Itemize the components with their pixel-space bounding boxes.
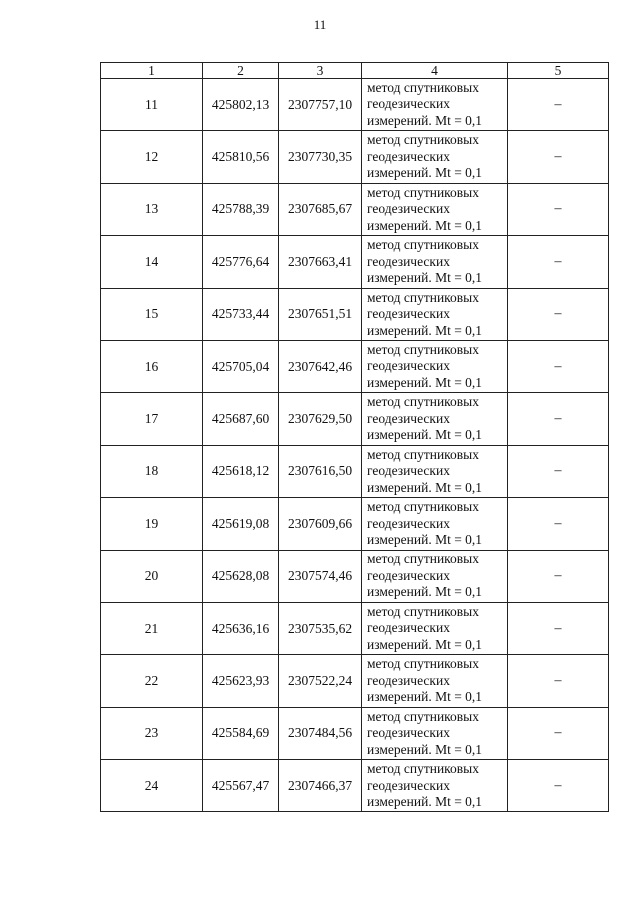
coordinate-y: 2307616,50: [279, 445, 362, 497]
point-number: 17: [101, 393, 203, 445]
point-number: 18: [101, 445, 203, 497]
method-line: метод спутниковых: [367, 237, 479, 253]
method-line: измерений. Mt = 0,1: [367, 794, 483, 810]
note-cell: –: [508, 445, 609, 497]
table-row: [101, 760, 609, 812]
coordinate-y: 2307685,67: [279, 183, 362, 235]
method-line: метод спутниковых: [367, 446, 479, 462]
coordinate-x: 425567,47: [203, 760, 279, 812]
note-cell: –: [508, 340, 609, 392]
method-line: измерений. Mt = 0,1: [367, 374, 483, 390]
method-line: геодезических: [367, 672, 450, 688]
table-row: [101, 340, 609, 392]
coordinate-x: 425776,64: [203, 236, 279, 288]
note-cell: –: [508, 393, 609, 445]
method-line: геодезических: [367, 567, 450, 583]
point-number: 23: [101, 707, 203, 759]
method-line: измерений. Mt = 0,1: [367, 322, 483, 338]
column-header-5: 5: [508, 63, 609, 79]
measurement-method: [362, 236, 508, 288]
point-number: 13: [101, 183, 203, 235]
method-line: измерений. Mt = 0,1: [367, 217, 483, 233]
column-header-1: 1: [101, 63, 203, 79]
measurement-method: [362, 183, 508, 235]
point-number: 19: [101, 498, 203, 550]
coordinate-y: 2307609,66: [279, 498, 362, 550]
method-line: метод спутниковых: [367, 79, 479, 95]
measurement-method: [362, 655, 508, 707]
table-row: [101, 550, 609, 602]
measurement-method: [362, 79, 508, 131]
table-row: [101, 498, 609, 550]
method-line: измерений. Mt = 0,1: [367, 636, 483, 652]
point-number: 14: [101, 236, 203, 288]
table-row: [101, 393, 609, 445]
method-line: геодезических: [367, 725, 450, 741]
method-line: измерений. Mt = 0,1: [367, 479, 483, 495]
method-line: метод спутниковых: [367, 761, 479, 777]
coordinate-x: 425802,13: [203, 79, 279, 131]
column-header-4: 4: [362, 63, 508, 79]
method-line: метод спутниковых: [367, 184, 479, 200]
measurement-method: [362, 131, 508, 183]
measurement-method: [362, 760, 508, 812]
measurement-method: [362, 707, 508, 759]
point-number: 15: [101, 288, 203, 340]
method-line: геодезических: [367, 306, 450, 321]
table-row: [101, 288, 609, 340]
method-line: измерений. Mt = 0,1: [367, 427, 483, 443]
method-line: геодезических: [367, 201, 450, 217]
measurement-method: [362, 340, 508, 392]
coordinate-x: 425733,44: [203, 288, 279, 340]
measurement-method: [362, 498, 508, 550]
table-row: [101, 131, 609, 183]
coordinate-y: 2307466,37: [279, 760, 362, 812]
table-body: [101, 79, 609, 812]
measurement-method: [362, 288, 508, 340]
point-number: 22: [101, 655, 203, 707]
point-number: 16: [101, 340, 203, 392]
column-header-3: 3: [279, 63, 362, 79]
method-line: метод спутниковых: [367, 551, 479, 567]
note-cell: –: [508, 707, 609, 759]
column-header-2: 2: [203, 63, 279, 79]
page-number: 11: [313, 17, 327, 32]
method-line: метод спутниковых: [367, 289, 479, 305]
method-line: геодезических: [367, 463, 450, 479]
method-line: измерений. Mt = 0,1: [367, 112, 483, 128]
coordinate-y: 2307757,10: [279, 79, 362, 131]
table-row: [101, 183, 609, 235]
method-line: метод спутниковых: [367, 341, 479, 357]
coordinate-x: 425788,39: [203, 183, 279, 235]
coordinate-y: 2307651,51: [279, 288, 362, 340]
coordinate-x: 425623,93: [203, 655, 279, 707]
note-cell: –: [508, 131, 609, 183]
note-cell: –: [508, 550, 609, 602]
point-number: 11: [101, 79, 203, 131]
coordinate-x: 425705,04: [203, 340, 279, 392]
method-line: геодезических: [367, 358, 450, 374]
measurement-method: [362, 445, 508, 497]
note-cell: –: [508, 288, 609, 340]
coordinate-y: 2307730,35: [279, 131, 362, 183]
method-line: метод спутниковых: [367, 708, 479, 724]
coordinate-x: 425584,69: [203, 707, 279, 759]
method-line: метод спутниковых: [367, 499, 479, 515]
method-line: измерений. Mt = 0,1: [367, 165, 483, 181]
method-line: геодезических: [367, 96, 450, 112]
coordinates-table: [100, 62, 609, 812]
method-line: измерений. Mt = 0,1: [367, 270, 483, 286]
note-cell: –: [508, 79, 609, 131]
note-cell: –: [508, 602, 609, 654]
coordinate-x: 425810,56: [203, 131, 279, 183]
table-row: [101, 236, 609, 288]
coordinate-y: 2307663,41: [279, 236, 362, 288]
note-cell: –: [508, 236, 609, 288]
coordinate-y: 2307484,56: [279, 707, 362, 759]
method-line: метод спутниковых: [367, 603, 479, 619]
coordinate-y: 2307574,46: [279, 550, 362, 602]
point-number: 12: [101, 131, 203, 183]
point-number: 20: [101, 550, 203, 602]
coordinate-y: 2307629,50: [279, 393, 362, 445]
method-line: измерений. Mt = 0,1: [367, 584, 483, 600]
method-line: геодезических: [367, 148, 450, 164]
table-header-row: [101, 63, 609, 79]
coordinate-x: 425628,08: [203, 550, 279, 602]
note-cell: –: [508, 655, 609, 707]
coordinate-x: 425636,16: [203, 602, 279, 654]
table-row: [101, 445, 609, 497]
method-line: метод спутниковых: [367, 132, 479, 148]
method-line: измерений. Mt = 0,1: [367, 741, 483, 757]
note-cell: –: [508, 760, 609, 812]
coordinate-x: 425618,12: [203, 445, 279, 497]
table-row: [101, 602, 609, 654]
coordinate-y: 2307642,46: [279, 340, 362, 392]
point-number: 24: [101, 760, 203, 812]
method-line: геодезических: [367, 410, 450, 426]
coordinate-x: 425687,60: [203, 393, 279, 445]
method-line: метод спутниковых: [367, 394, 479, 410]
measurement-method: [362, 602, 508, 654]
coordinate-x: 425619,08: [203, 498, 279, 550]
point-number: 21: [101, 602, 203, 654]
method-line: геодезических: [367, 620, 450, 636]
coordinate-y: 2307535,62: [279, 602, 362, 654]
measurement-method: [362, 393, 508, 445]
note-cell: –: [508, 498, 609, 550]
method-line: геодезических: [367, 515, 450, 531]
table-row: [101, 655, 609, 707]
measurement-method: [362, 550, 508, 602]
method-line: геодезических: [367, 253, 450, 269]
table-row: [101, 79, 609, 131]
method-line: измерений. Mt = 0,1: [367, 532, 483, 548]
method-line: метод спутниковых: [367, 656, 479, 672]
table-row: [101, 707, 609, 759]
method-line: геодезических: [367, 777, 450, 793]
method-line: измерений. Mt = 0,1: [367, 689, 483, 705]
coordinate-y: 2307522,24: [279, 655, 362, 707]
note-cell: –: [508, 183, 609, 235]
